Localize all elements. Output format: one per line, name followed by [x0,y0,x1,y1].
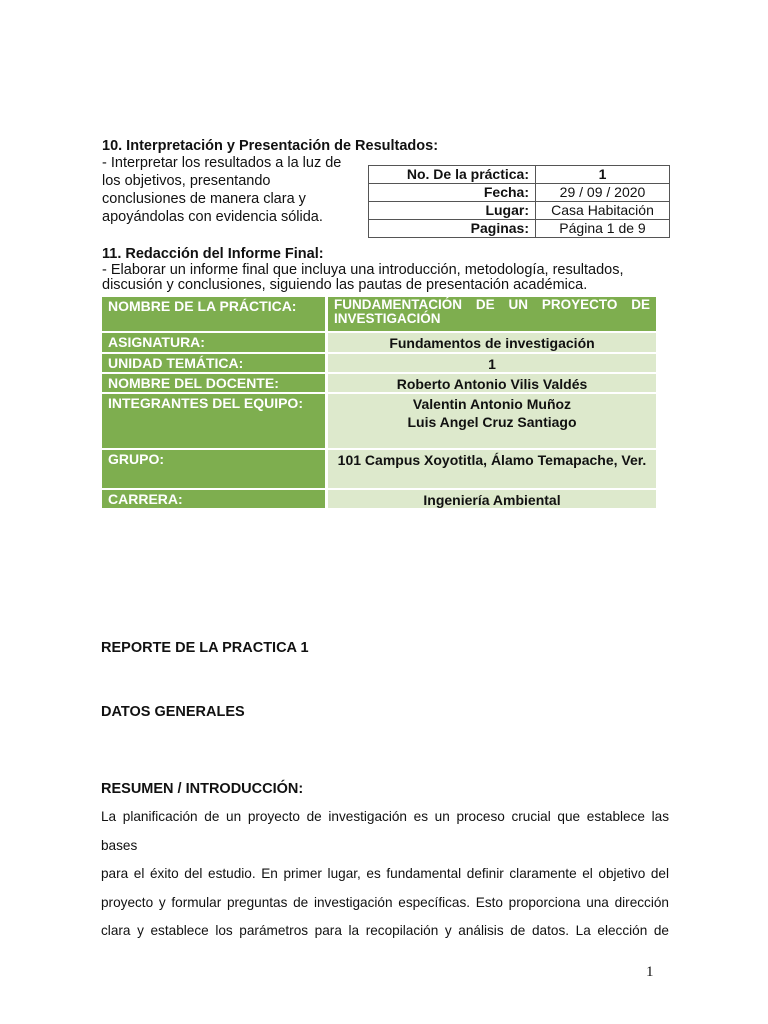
section-11-text [102,263,662,293]
intro-paragraph [101,803,669,946]
table-row [102,450,656,490]
team-member: Valentin Antonio Muñoz [412,396,572,412]
team-member: Luis Angel Cruz Santiago [407,414,577,430]
info-value: Página 1 de 9 [536,220,670,238]
row-label: UNIDAD TEMÁTICA: [102,354,328,372]
table-row [102,333,656,354]
practice-info-table [368,165,670,238]
table-row [102,394,656,450]
row-value: Ingeniería Ambiental [328,490,656,508]
paragraph-line: clara y establece los parámetros para la recopilación y análisis de datos. La elección de [101,923,669,938]
section-10-title: 10. Interpretación y Presentación de Resultados: [102,138,439,154]
info-label: Fecha: [369,184,536,202]
table-row [369,202,670,220]
section-11-line: discusión y conclusiones, siguiendo las pautas de presentación académica. [102,277,588,293]
row-value: 1 [328,354,656,372]
row-value: Fundamentos de investigación [328,333,656,352]
row-value [328,394,656,448]
info-value: 29 / 09 / 2020 [536,184,670,202]
report-heading: REPORTE DE LA PRACTICA 1 [101,640,309,656]
section-11-line: - Elaborar un informe final que incluya una introducción, metodología, resultados, [102,262,624,278]
section-10-line: los objetivos, presentando [102,173,271,189]
table-row [102,374,656,394]
row-label: ASIGNATURA: [102,333,328,352]
page-number: 1 [646,964,654,980]
summary-heading: RESUMEN / INTRODUCCIÓN: [101,781,304,797]
row-value: Roberto Antonio Vilis Valdés [328,374,656,392]
general-data-heading: DATOS GENERALES [101,704,245,720]
table-row [369,220,670,238]
paragraph-line: proyecto y formular preguntas de investigación específicas. Esto proporciona una dirección [101,894,669,910]
info-label: No. De la práctica: [369,166,536,184]
table-row [102,490,656,510]
section-10-text [102,154,362,226]
table-row [102,354,656,374]
paragraph-line: para el éxito del estudio. En primer lugar, es fundamental definir claramente el objetivo del [101,866,669,881]
row-value: FUNDAMENTACIÓN DE UN PROYECTO DE INVESTIGACIÓN [328,297,656,331]
table-row [369,166,670,184]
section-10-line: apoyándolas con evidencia sólida. [102,209,323,225]
section-10-line: - Interpretar los resultados a la luz de [102,155,342,171]
info-label: Paginas: [369,220,536,238]
row-label: GRUPO: [102,450,328,488]
info-value: 1 [536,166,670,184]
row-label: CARRERA: [102,490,328,508]
row-value: 101 Campus Xoyotitla, Álamo Temapache, Ver. [328,450,656,488]
section-10-line: conclusiones de manera clara y [102,191,306,207]
row-label: INTEGRANTES DEL EQUIPO: [102,394,328,448]
row-label: NOMBRE DEL DOCENTE: [102,374,328,392]
section-11-title: 11. Redacción del Informe Final: [102,246,324,262]
table-row [102,297,656,333]
general-data-table [102,297,656,510]
table-row [369,184,670,202]
info-label: Lugar: [369,202,536,220]
row-label: NOMBRE DE LA PRÁCTICA: [102,297,328,331]
paragraph-line: La planificación de un proyecto de investigación es un proceso crucial que establece las bases [101,809,669,853]
info-value: Casa Habitación [536,202,670,220]
